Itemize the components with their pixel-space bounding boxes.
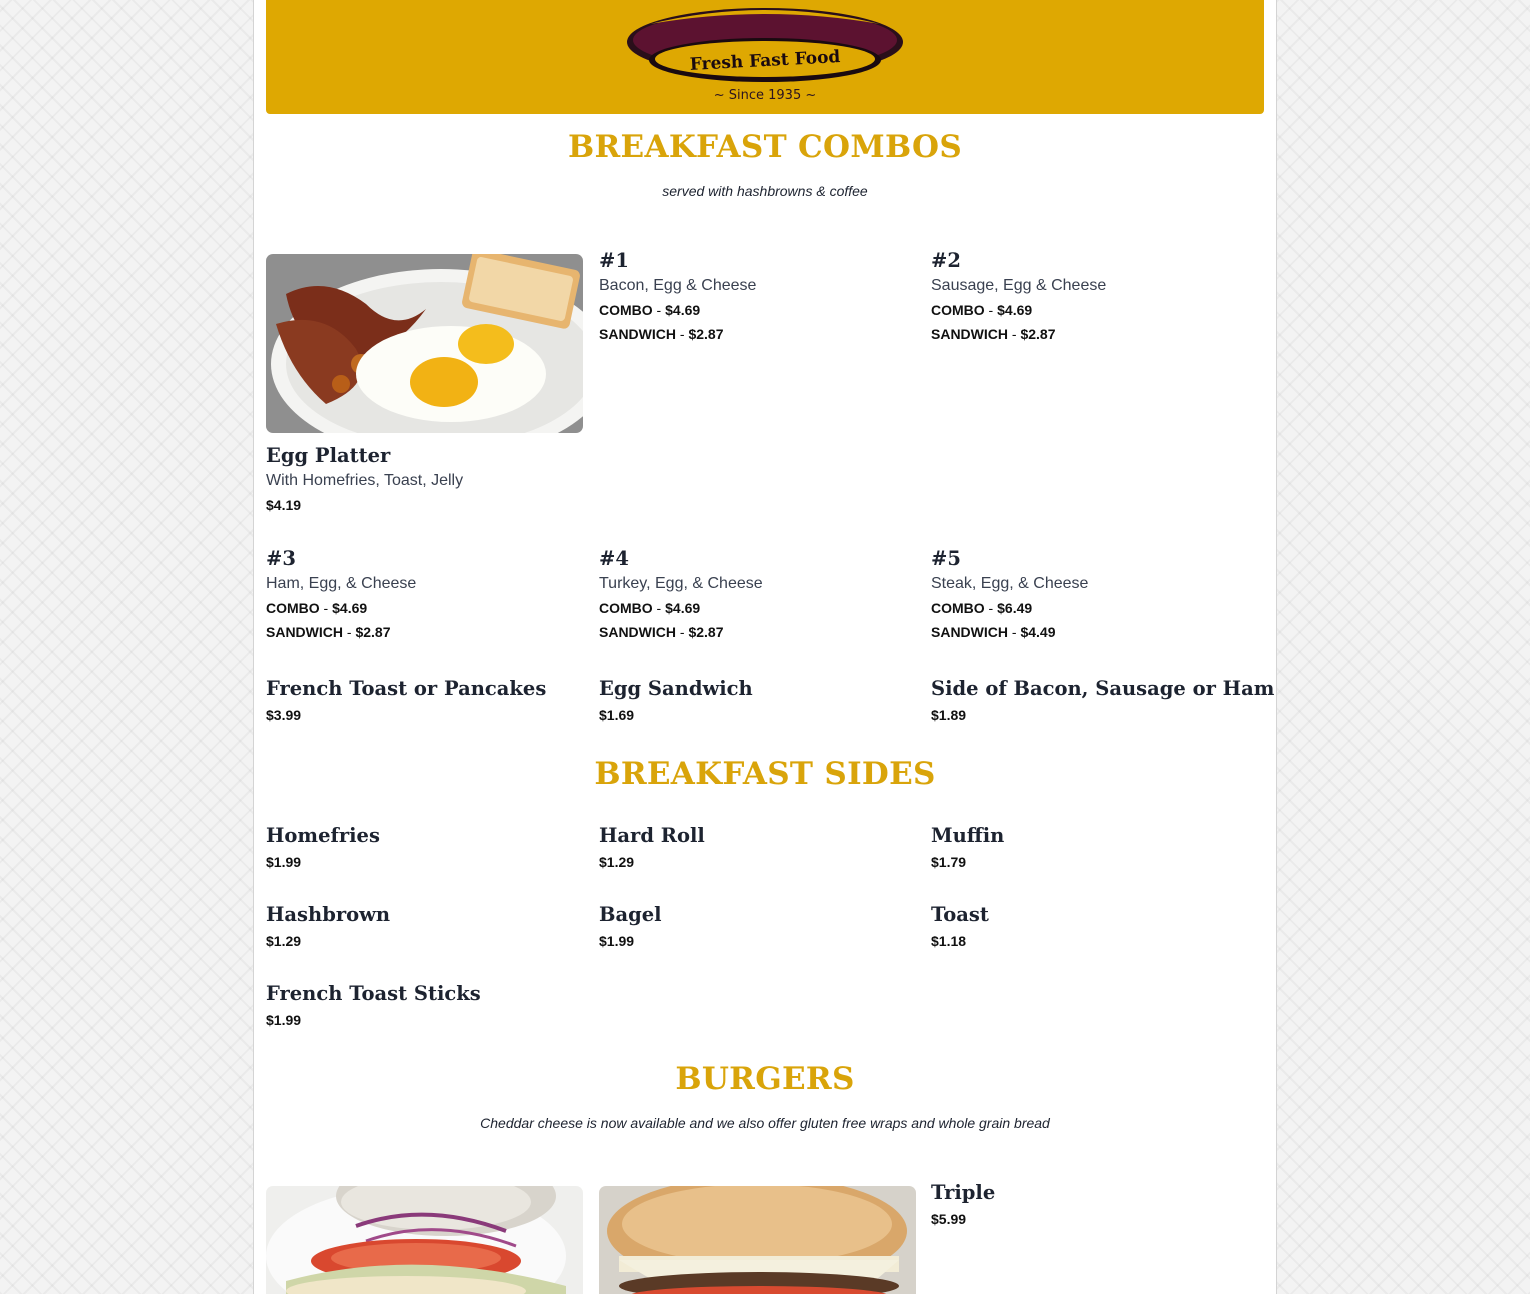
menu-item-combo-5[interactable] [931,547,1251,641]
menu-item-egg-platter[interactable] [266,444,586,514]
item-name: Homefries [266,824,380,847]
item-name: Side of Bacon, Sausage or Ham [931,677,1275,700]
cheeseburger-image [599,1186,916,1294]
item-name: #4 [599,547,629,570]
item-price: $4.19 [266,497,302,513]
sandwich-price: SANDWICH - $2.87 [266,624,391,640]
item-name: French Toast or Pancakes [266,677,547,700]
item-description: Turkey, Egg, & Cheese [599,575,763,592]
item-name: Egg Sandwich [599,677,753,700]
item-name: Triple [931,1181,996,1204]
item-price: $1.99 [266,1012,302,1028]
sandwich-price: SANDWICH - $2.87 [599,326,724,342]
menu-item-triple[interactable] [931,1181,1251,1228]
menu-item-french-toast-sticks[interactable] [266,982,586,1029]
header-banner [266,0,1264,114]
menu-item-combo-3[interactable] [266,547,586,641]
sandwich-price: SANDWICH - $2.87 [931,326,1056,342]
menu-item-combo-4[interactable] [599,547,919,641]
item-description: Steak, Egg, & Cheese [931,575,1089,592]
sandwich-price: SANDWICH - $4.49 [931,624,1056,640]
sandwich-price: SANDWICH - $2.87 [599,624,724,640]
item-name: #1 [599,249,629,272]
section-note-breakfast-combos: served with hashbrowns & coffee [662,183,868,199]
menu-item-homefries[interactable] [266,824,586,871]
section-note-burgers: Cheddar cheese is now available and we also offer gluten free wraps and whole grain bread [480,1115,1050,1131]
item-name: Muffin [931,824,1005,847]
item-name: #3 [266,547,296,570]
item-price: $1.99 [266,854,302,870]
section-title-breakfast-sides: BREAKFAST SIDES [594,756,936,792]
item-price: $1.29 [266,933,302,949]
section-title-burgers: BURGERS [675,1061,855,1097]
hot-dog-logo-icon [620,0,910,88]
menu-item-side-of-meat[interactable] [931,677,1275,724]
item-description: Ham, Egg, & Cheese [266,575,417,592]
menu-item-toast[interactable] [931,903,1251,950]
item-name: #2 [931,249,961,272]
since-tagline: ~ Since 1935 ~ [713,88,817,103]
combo-price: COMBO - $4.69 [266,600,368,616]
item-price: $3.99 [266,707,302,723]
menu-item-hashbrown[interactable] [266,903,586,950]
menu-page [253,0,1277,1294]
breakfast-plate-image [266,254,583,433]
item-description: With Homefries, Toast, Jelly [266,472,464,489]
item-price: $5.99 [931,1211,967,1227]
menu-item-combo-2[interactable] [931,249,1251,343]
menu-item-hard-roll[interactable] [599,824,919,871]
item-name: Hard Roll [599,824,705,847]
item-description: Bacon, Egg & Cheese [599,277,757,294]
combo-price: COMBO - $6.49 [931,600,1033,616]
item-name: Egg Platter [266,444,391,467]
section-title-breakfast-combos: BREAKFAST COMBOS [567,129,963,165]
item-price: $1.29 [599,854,635,870]
menu-item-muffin[interactable] [931,824,1251,871]
item-price: $1.18 [931,933,967,949]
combo-price: COMBO - $4.69 [931,302,1033,318]
item-name: Bagel [599,903,662,926]
menu-item-bagel[interactable] [599,903,919,950]
svg-text:Fresh Fast Food: Fresh Fast Food [689,47,841,75]
hamburger-image [266,1186,583,1294]
combo-price: COMBO - $4.69 [599,302,701,318]
item-price: $1.69 [599,707,635,723]
item-name: Toast [931,903,989,926]
item-price: $1.79 [931,854,967,870]
menu-item-egg-sandwich[interactable] [599,677,919,724]
item-name: Hashbrown [266,903,391,926]
menu-item-french-toast-pancakes[interactable] [266,677,586,724]
item-price: $1.99 [599,933,635,949]
item-price: $1.89 [931,707,967,723]
item-name: French Toast Sticks [266,982,481,1005]
item-name: #5 [931,547,961,570]
item-description: Sausage, Egg & Cheese [931,277,1107,294]
combo-price: COMBO - $4.69 [599,600,701,616]
menu-item-combo-1[interactable] [599,249,919,343]
